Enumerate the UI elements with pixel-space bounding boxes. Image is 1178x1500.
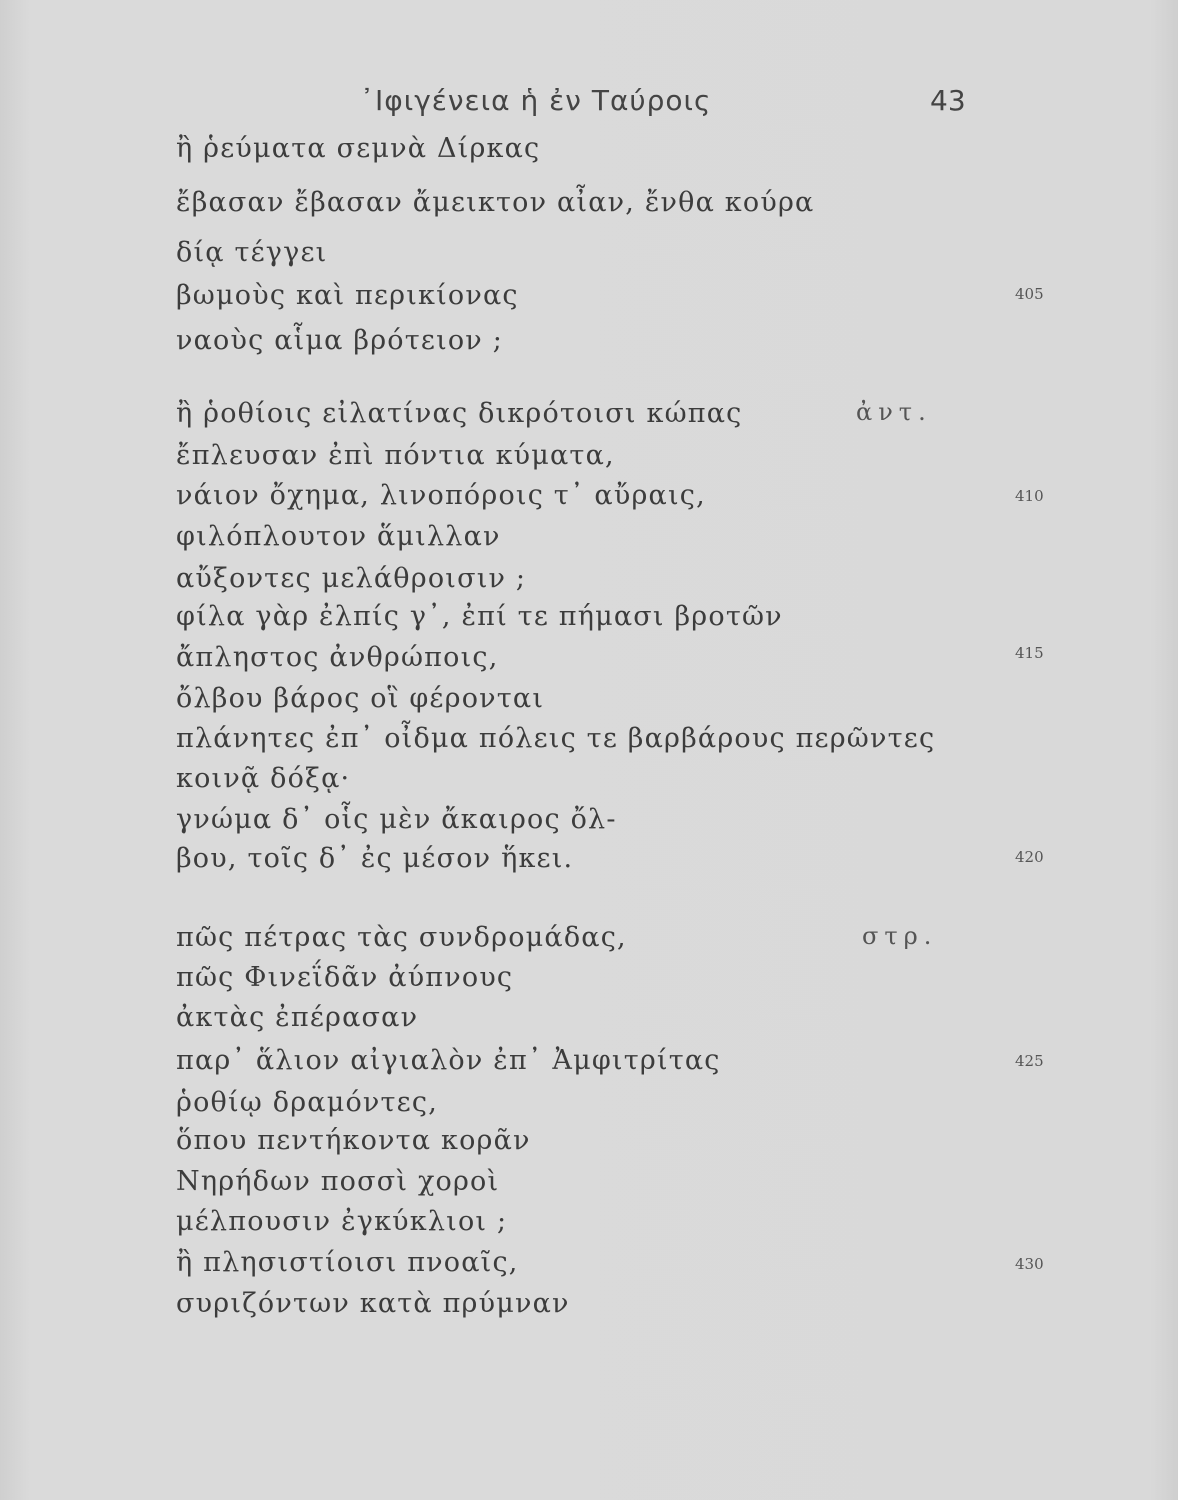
verse-line: πῶς πέτρας τὰς συνδρομάδας, bbox=[176, 922, 627, 953]
strophe-marker: στρ. bbox=[862, 922, 938, 950]
verse-line: ναοὺς αἷμα βρότειον ; bbox=[176, 325, 503, 356]
line-number: 415 bbox=[1015, 644, 1044, 662]
verse-line: βωμοὺς καὶ περικίονας bbox=[176, 280, 519, 311]
verse-line: ἄπληστος ἀνθρώποις, bbox=[176, 642, 499, 673]
verse-line: Νηρήδων ποσσὶ χοροὶ bbox=[176, 1166, 500, 1197]
verse-line: ὄλβου βάρος οἳ φέρονται bbox=[176, 683, 545, 714]
verse-line: φίλα γὰρ ἐλπίς γ᾿, ἐπί τε πήμασι βροτῶν bbox=[176, 601, 783, 632]
verse-line: βου, τοῖς δ᾿ ἐς μέσον ἥκει. bbox=[176, 843, 574, 874]
verse-line: δίᾳ τέγγει bbox=[176, 237, 328, 268]
verse-line: ἔπλευσαν ἐπὶ πόντια κύματα, bbox=[176, 440, 615, 471]
verse-line: παρ᾿ ἅλιον αἰγιαλὸν ἐπ᾿ Ἀμφιτρίτας bbox=[176, 1045, 721, 1076]
verse-line: γνώμα δ᾿ οἷς μὲν ἄκαιρος ὄλ- bbox=[176, 804, 617, 835]
verse-line: ἔβασαν ἔβασαν ἄμεικτον αἶαν, ἔνθα κούρα bbox=[176, 187, 815, 218]
verse-line: αὔξοντες μελάθροισιν ; bbox=[176, 563, 527, 594]
verse-line: ὅπου πεντήκοντα κορᾶν bbox=[176, 1125, 531, 1156]
page-title: ᾿Ιφιγένεια ἡ ἐν Ταύροις bbox=[360, 84, 712, 117]
verse-line: συριζόντων κατὰ πρύμναν bbox=[176, 1288, 570, 1319]
line-number: 405 bbox=[1015, 285, 1044, 303]
line-number: 425 bbox=[1015, 1052, 1044, 1070]
line-number: 410 bbox=[1015, 487, 1044, 505]
verse-line: ἀκτὰς ἐπέρασαν bbox=[176, 1002, 419, 1033]
verse-line: ῥοθίῳ δραμόντες, bbox=[176, 1087, 438, 1118]
antistrophe-marker: ἀντ. bbox=[856, 398, 932, 426]
line-number: 430 bbox=[1015, 1255, 1044, 1273]
verse-line: ἢ πλησιστίοισι πνοαῖς, bbox=[176, 1247, 519, 1278]
page-number: 43 bbox=[930, 84, 966, 117]
verse-line: κοινᾷ δόξᾳ· bbox=[176, 763, 351, 794]
verse-line: ἢ ῥοθίοις εἰλατίνας δικρότοισι κώπας bbox=[176, 398, 743, 429]
verse-line: ἢ ῥεύματα σεμνὰ Δίρκας bbox=[176, 133, 541, 164]
verse-line: μέλπουσιν ἐγκύκλιοι ; bbox=[176, 1206, 508, 1237]
verse-line: νάιον ὄχημα, λινοπόροις τ᾿ αὔραις, bbox=[176, 480, 706, 511]
verse-line: φιλόπλουτον ἅμιλλαν bbox=[176, 521, 501, 552]
line-number: 420 bbox=[1015, 848, 1044, 866]
verse-line: πλάνητες ἐπ᾿ οἶδμα πόλεις τε βαρβάρους περῶντες bbox=[176, 723, 936, 754]
verse-line: πῶς Φινεΐδᾶν ἀύπνους bbox=[176, 962, 514, 993]
